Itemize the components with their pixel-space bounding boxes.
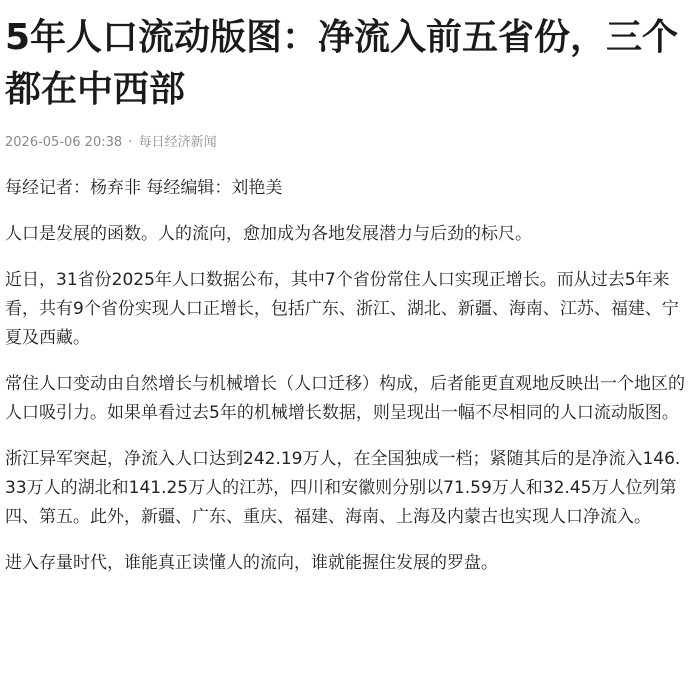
body-paragraph: 近日，31省份2025年人口数据公布，其中7个省份常住人口实现正增长。而从过去5年来看，共有9个省份实现人口正增长，包括广东、浙江、湖北、新疆、海南、江苏、福建、宁夏及西藏。: [5, 270, 679, 348]
body-paragraph: 常住人口变动由自然增长与机械增长（人口迁移）构成，后者能更直观地反映出一个地区的人口吸引力。如果单看过去5年的机械增长数据，则呈现出一幅不尽相同的人口流动版图。: [5, 374, 685, 423]
source-name[interactable]: 每日经济新闻: [138, 135, 217, 150]
body-paragraph: 进入存量时代，谁能真正读懂人的流向，谁就能握住发展的罗盘。: [5, 553, 498, 573]
article-body: [5, 174, 689, 578]
article-meta: [5, 134, 689, 152]
byline-paragraph: 每经记者：杨弃非 每经编辑：刘艳美: [5, 178, 283, 198]
publish-date: 2026-05-06 20:38: [5, 135, 123, 150]
meta-separator: ·: [128, 135, 133, 150]
body-paragraph: 浙江异军突起，净流入人口达到242.19万人，在全国独成一档；紧随其后的是净流入146.33万人的湖北和141.25万人的江苏，四川和安徽则分别以71.59万人和32.45万人位列第四、第五。此外，新疆、广东、重庆、福建、海南、上海及内蒙古也实现人口净流入。: [5, 449, 681, 527]
body-paragraph: 人口是发展的函数。人的流向，愈加成为各地发展潜力与后劲的标尺。: [5, 224, 532, 244]
article-title: 5年人口流动版图：净流入前五省份，三个都在中西部: [5, 17, 679, 110]
article: [5, 0, 689, 595]
